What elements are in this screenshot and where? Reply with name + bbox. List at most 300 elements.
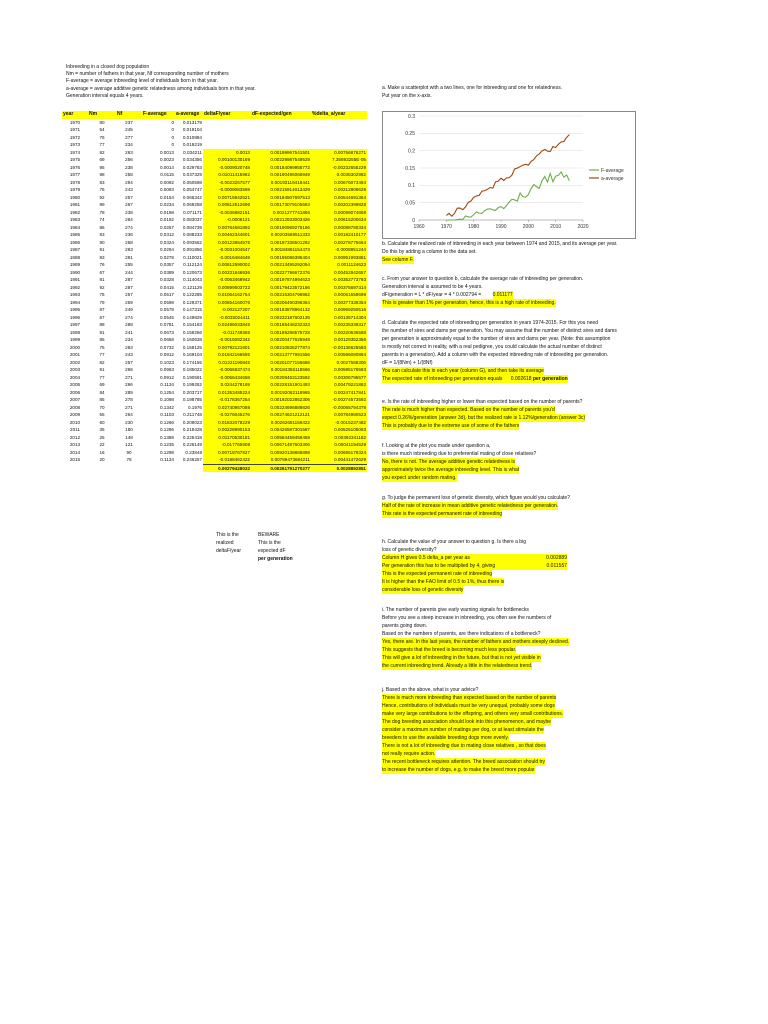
- table-cell[interactable]: 1991: [69, 277, 81, 282]
- table-cell[interactable]: 0.00951993861: [311, 254, 367, 262]
- header-nf[interactable]: Nf: [116, 111, 142, 119]
- table-cell[interactable]: 0.00201077156686: [251, 359, 311, 367]
- table-cell[interactable]: 0.065342: [182, 194, 202, 200]
- table-cell[interactable]: 256: [125, 157, 133, 162]
- table-cell[interactable]: 0.0234: [159, 202, 174, 207]
- table-cell[interactable]: 1985: [69, 232, 81, 237]
- table-cell[interactable]: 238: [125, 209, 133, 215]
- table-cell[interactable]: 54: [99, 127, 105, 132]
- table-cell[interactable]: 1972: [69, 134, 81, 140]
- table-cell[interactable]: 2014: [69, 449, 81, 455]
- table-cell[interactable]: 0.00812512696: [203, 201, 251, 209]
- table-cell[interactable]: 0.00789473684211: [251, 456, 311, 464]
- table-cell[interactable]: 0.01353485224: [203, 389, 251, 397]
- table-cell[interactable]: -0.0031004547: [203, 246, 251, 254]
- table-cell[interactable]: -0.002127207: [203, 306, 251, 314]
- table-cell[interactable]: 35: [99, 427, 105, 432]
- table-cell[interactable]: 0.00441472629: [311, 456, 367, 464]
- table-cell[interactable]: 294: [125, 179, 133, 185]
- table-cell[interactable]: 1990: [69, 269, 81, 275]
- table-cell[interactable]: -0.0036882151: [203, 209, 251, 217]
- table-cell[interactable]: 0.0294: [159, 247, 174, 252]
- table-cell[interactable]: 1984: [69, 224, 81, 230]
- table-cell[interactable]: 0.01170530181: [203, 434, 251, 442]
- table-cell[interactable]: 0.00812590002: [203, 261, 251, 269]
- table-cell[interactable]: 2003: [69, 367, 81, 372]
- table-cell[interactable]: 2006: [69, 389, 81, 395]
- table-cell[interactable]: -0.0008951244: [311, 246, 367, 254]
- table-cell[interactable]: 249: [125, 307, 133, 312]
- header-a-average[interactable]: a-average: [175, 111, 203, 119]
- table-cell[interactable]: 238: [125, 164, 133, 170]
- table-cell[interactable]: 271: [125, 374, 133, 380]
- table-cell[interactable]: 0.00210836277974: [251, 344, 311, 352]
- table-cell[interactable]: 257: [125, 292, 133, 297]
- table-cell[interactable]: 0.00195086395404: [251, 254, 311, 262]
- header-delta-a[interactable]: %delta_a/year: [311, 111, 367, 119]
- table-cell[interactable]: 0.23848: [185, 449, 202, 455]
- table-cell[interactable]: [251, 126, 311, 134]
- table-cell[interactable]: 0.00123864575: [203, 239, 251, 247]
- table-cell[interactable]: [311, 134, 367, 142]
- table-cell[interactable]: 0.00278775664: [311, 239, 367, 247]
- table-cell[interactable]: 281: [125, 254, 133, 260]
- table-cell[interactable]: 0.0545: [159, 314, 174, 320]
- table-cell[interactable]: 0.00212809628: [311, 186, 367, 194]
- table-cell[interactable]: 0.0027588306: [311, 359, 367, 367]
- table-cell[interactable]: 92: [99, 284, 105, 290]
- table-cell[interactable]: 0.00235338317: [311, 321, 367, 329]
- table-cell[interactable]: 287: [125, 284, 133, 290]
- table-cell[interactable]: 0.00041194529: [311, 441, 367, 449]
- table-cell[interactable]: 0.00375697314: [311, 284, 367, 292]
- table-cell[interactable]: 0.120673: [182, 269, 202, 275]
- table-cell[interactable]: 0.083037: [182, 217, 202, 222]
- table-cell[interactable]: -0.0009020748: [203, 164, 251, 172]
- table-cell[interactable]: 274: [125, 314, 133, 320]
- table-cell[interactable]: 0.00202399828: [311, 201, 367, 209]
- table-cell[interactable]: 0.0328: [159, 277, 174, 282]
- table-cell[interactable]: 70: [99, 404, 105, 410]
- table-cell[interactable]: 0.00173079105663: [251, 201, 311, 209]
- table-cell[interactable]: 0.1134: [160, 382, 174, 387]
- table-cell[interactable]: 0.00212933003426: [251, 216, 311, 224]
- table-cell[interactable]: -0.0056434658: [203, 374, 251, 382]
- table-cell[interactable]: 0.149829: [182, 314, 202, 320]
- table-cell[interactable]: 0.00595176593: [311, 366, 367, 374]
- table-cell[interactable]: 16: [99, 449, 105, 455]
- table-cell[interactable]: 88: [99, 322, 105, 327]
- table-cell[interactable]: 0.147315: [182, 307, 202, 312]
- table-cell[interactable]: 0.069258: [182, 202, 202, 207]
- table-cell[interactable]: 0.00920138888889: [251, 449, 311, 457]
- table-cell[interactable]: 85: [99, 337, 105, 342]
- table-cell[interactable]: -0.00352773793: [311, 276, 367, 284]
- table-cell[interactable]: 230: [125, 419, 133, 425]
- table-cell[interactable]: 0.00189298575728: [251, 329, 311, 337]
- table-cell[interactable]: 0.174155: [182, 359, 202, 365]
- table-cell[interactable]: 0.00179423572186: [251, 284, 311, 292]
- table-cell[interactable]: 77: [99, 352, 105, 357]
- table-cell[interactable]: -0.0066837474: [203, 366, 251, 374]
- table-cell[interactable]: 0.01942166595: [203, 351, 251, 359]
- table-cell[interactable]: 0.00228151901493: [251, 381, 311, 389]
- table-cell[interactable]: 87: [99, 307, 105, 312]
- table-cell[interactable]: 2010: [69, 419, 81, 425]
- table-cell[interactable]: 0.0963: [159, 367, 174, 372]
- table-cell[interactable]: 0: [171, 127, 174, 132]
- table-cell[interactable]: 91: [99, 367, 105, 372]
- table-cell[interactable]: -0.0178367254: [203, 396, 251, 404]
- table-cell[interactable]: 0.1266: [159, 419, 174, 425]
- table-cell[interactable]: -0.0016484649: [203, 254, 251, 262]
- table-cell[interactable]: 257: [125, 194, 133, 200]
- table-cell[interactable]: 0.00247417841: [311, 389, 367, 397]
- table-cell[interactable]: 0: [171, 119, 174, 125]
- table-cell[interactable]: -0.0188462422: [203, 456, 251, 464]
- table-cell[interactable]: 1989: [69, 262, 81, 267]
- table-cell[interactable]: 0.0912: [159, 352, 174, 357]
- table-cell[interactable]: 91: [99, 329, 105, 335]
- table-cell[interactable]: -0.00136625593: [311, 344, 367, 352]
- table-cell[interactable]: 244: [125, 269, 133, 275]
- table-cell[interactable]: 1982: [69, 209, 81, 215]
- table-cell[interactable]: 0.00135714304: [311, 314, 367, 322]
- table-cell[interactable]: [251, 134, 311, 142]
- table-cell[interactable]: 0.050598: [182, 179, 202, 185]
- table-cell[interactable]: 0.0013: [203, 149, 251, 157]
- table-cell[interactable]: -0.0015237482: [311, 419, 367, 427]
- table-cell[interactable]: 0.0244278169: [203, 381, 251, 389]
- table-cell[interactable]: 22: [99, 442, 105, 447]
- table-cell[interactable]: 76: [99, 134, 105, 140]
- table-cell[interactable]: 0.0011124623: [311, 261, 367, 269]
- table-cell[interactable]: 0.1098: [159, 397, 174, 402]
- table-cell[interactable]: 0.054747: [182, 187, 202, 192]
- table-cell[interactable]: 234: [125, 142, 133, 147]
- table-cell[interactable]: 0.00392341182: [311, 434, 367, 442]
- table-cell[interactable]: 83: [99, 179, 105, 185]
- table-cell[interactable]: [311, 126, 367, 134]
- table-cell[interactable]: 0.034356: [182, 157, 202, 162]
- table-cell[interactable]: 0: [171, 142, 174, 147]
- table-cell[interactable]: 0.0312: [159, 232, 174, 237]
- table-cell[interactable]: 83: [99, 254, 105, 260]
- table-cell[interactable]: 90: [99, 239, 105, 245]
- table-cell[interactable]: 0.00182410177: [311, 231, 367, 239]
- table-cell[interactable]: -0.0276045276: [203, 411, 251, 419]
- table-cell[interactable]: [311, 119, 367, 127]
- table-cell[interactable]: 1981: [69, 202, 81, 207]
- table-cell[interactable]: 76: [99, 187, 105, 192]
- table-cell[interactable]: 2015: [69, 457, 81, 463]
- table-cell[interactable]: -0.0023267577: [203, 179, 251, 187]
- table-cell[interactable]: 1999: [69, 337, 81, 342]
- table-cell[interactable]: 0.091856: [182, 247, 202, 252]
- table-cell[interactable]: 0.01064162754: [203, 291, 251, 299]
- table-cell[interactable]: -0.0009083569: [203, 186, 251, 194]
- table-cell[interactable]: 2004: [69, 374, 81, 380]
- table-cell[interactable]: 0.0598: [159, 299, 174, 305]
- table-cell[interactable]: 0.00756876271: [311, 149, 367, 157]
- table-cell[interactable]: 0.0658: [159, 337, 174, 342]
- table-cell[interactable]: 0.00596080894: [311, 351, 367, 359]
- header-df-expected[interactable]: dF-expected/gen: [251, 111, 311, 119]
- table-cell[interactable]: 267: [125, 202, 133, 207]
- table-cell[interactable]: 278: [125, 397, 133, 402]
- table-cell[interactable]: 0.218428: [182, 427, 202, 432]
- table-cell[interactable]: 0.1976: [187, 404, 202, 410]
- table-cell[interactable]: 0.00224696889826: [251, 404, 311, 412]
- table-cell[interactable]: 0.00184891154473: [251, 246, 311, 254]
- table-cell[interactable]: 1974: [69, 149, 81, 155]
- table-cell[interactable]: 0.00306795577: [311, 374, 367, 382]
- table-cell[interactable]: 234: [125, 337, 133, 342]
- table-cell[interactable]: 7.35693255E-05: [311, 156, 367, 164]
- table-cell[interactable]: [251, 119, 311, 127]
- table-cell[interactable]: 0.00184355118566: [251, 366, 311, 374]
- table-cell[interactable]: 75: [99, 292, 105, 297]
- table-cell[interactable]: 0.034211: [183, 149, 202, 155]
- table-cell[interactable]: 1986: [69, 239, 81, 245]
- table-cell[interactable]: 1976: [69, 164, 81, 170]
- table-cell[interactable]: 67: [99, 314, 105, 320]
- table-cell[interactable]: 69: [99, 157, 105, 162]
- table-cell[interactable]: 2002: [69, 359, 81, 365]
- table-cell[interactable]: 0.00220636588: [311, 329, 367, 337]
- table-cell[interactable]: 74: [99, 217, 105, 222]
- table-cell[interactable]: -0.00065794378: [311, 404, 367, 412]
- table-cell[interactable]: 0.1103: [160, 412, 174, 417]
- table-cell[interactable]: 0.00213495292054: [251, 261, 311, 269]
- table-cell[interactable]: 0.010884: [182, 134, 202, 140]
- table-cell[interactable]: 1996: [69, 314, 81, 320]
- table-cell[interactable]: 0.00262681159422: [251, 419, 311, 427]
- table-cell[interactable]: 0.0389: [159, 269, 174, 275]
- table-cell[interactable]: 76: [126, 457, 132, 463]
- table-cell[interactable]: 0.00792121601: [203, 344, 251, 352]
- table-cell[interactable]: 77: [99, 374, 105, 380]
- table-cell[interactable]: 266: [125, 367, 133, 372]
- table-cell[interactable]: 245: [125, 127, 133, 132]
- table-cell[interactable]: 148: [125, 434, 133, 440]
- table-cell[interactable]: 0.0732: [159, 344, 174, 350]
- table-cell[interactable]: 0.019104: [182, 127, 202, 132]
- table-cell[interactable]: 0.0267: [159, 224, 174, 230]
- table-cell[interactable]: 274: [125, 224, 133, 230]
- table-cell[interactable]: 75: [99, 344, 105, 350]
- table-cell[interactable]: 0.203717: [182, 389, 202, 395]
- table-cell[interactable]: 1993: [69, 292, 81, 297]
- table-cell[interactable]: 0.160638: [182, 337, 202, 342]
- table-cell[interactable]: 0.00959250516: [311, 306, 367, 314]
- table-cell[interactable]: 243: [125, 352, 133, 357]
- table-cell[interactable]: 82: [99, 149, 105, 155]
- table-cell[interactable]: 81: [99, 277, 105, 282]
- table-cell[interactable]: 1978: [69, 179, 81, 185]
- table-cell[interactable]: 257: [125, 359, 133, 365]
- table-cell[interactable]: 277: [125, 134, 133, 140]
- table-cell[interactable]: 0.122285: [182, 292, 202, 297]
- table-cell[interactable]: 88: [99, 172, 105, 177]
- table-cell[interactable]: 0.00718767827: [203, 449, 251, 457]
- table-cell[interactable]: 0.0192: [159, 217, 174, 222]
- table-cell[interactable]: 0.0014: [159, 164, 174, 170]
- table-cell[interactable]: 0.01221190845: [203, 359, 251, 367]
- table-cell[interactable]: 0.00203568511333: [251, 231, 311, 239]
- table-cell[interactable]: 0.00544691364: [311, 194, 367, 202]
- table-cell[interactable]: 67: [99, 269, 105, 275]
- table-cell[interactable]: 0.02496033845: [203, 321, 251, 329]
- table-cell[interactable]: 0.00229987549529: [251, 156, 311, 164]
- table-cell[interactable]: 0.00715942521: [203, 194, 251, 202]
- table-cell[interactable]: 84: [99, 389, 105, 395]
- table-cell[interactable]: 287: [125, 277, 133, 282]
- table-cell[interactable]: 86: [99, 224, 105, 230]
- table-cell[interactable]: 0.209023: [182, 419, 202, 425]
- table-cell[interactable]: -0.0063468942: [203, 276, 251, 284]
- table-cell[interactable]: 263: [125, 247, 133, 252]
- table-cell[interactable]: 0.00671487603306: [251, 441, 311, 449]
- table-cell[interactable]: 55: [99, 412, 105, 417]
- table-cell[interactable]: 0.225418: [182, 434, 202, 440]
- table-cell[interactable]: 0.0198: [159, 209, 174, 215]
- table-cell[interactable]: 1970: [69, 119, 81, 125]
- table-cell[interactable]: 0.00479221882: [311, 381, 367, 389]
- table-cell[interactable]: 0.00185448232323: [251, 321, 311, 329]
- table-cell[interactable]: 236: [125, 232, 133, 237]
- table-cell[interactable]: 0.093562: [182, 239, 202, 245]
- table-cell[interactable]: 95: [99, 164, 105, 170]
- table-cell[interactable]: 0.071171: [183, 209, 202, 215]
- table-cell[interactable]: 99: [99, 202, 105, 207]
- table-cell[interactable]: 0.0781: [159, 322, 174, 327]
- table-cell[interactable]: 0.129371: [182, 299, 202, 305]
- table-cell[interactable]: 0.0278: [159, 254, 174, 260]
- table-cell[interactable]: 91: [99, 247, 105, 252]
- table-cell[interactable]: 0.00197874994623: [251, 276, 311, 284]
- table-cell[interactable]: 0.00088780334: [311, 224, 367, 232]
- table-cell[interactable]: 0.029783: [182, 164, 202, 170]
- table-cell[interactable]: 0.00764681892: [203, 224, 251, 232]
- table-cell[interactable]: 0.00208463123592: [251, 374, 311, 382]
- table-cell[interactable]: 1977: [69, 172, 81, 177]
- table-cell[interactable]: 80: [99, 119, 105, 125]
- table-cell[interactable]: 0.1342: [159, 404, 174, 410]
- table-cell[interactable]: 180: [125, 427, 133, 432]
- table-cell[interactable]: 0.00206490396364: [251, 299, 311, 307]
- table-cell[interactable]: 0.084739: [182, 224, 202, 230]
- table-cell[interactable]: 0.158256: [182, 329, 202, 335]
- table-cell[interactable]: 0.00184099955772: [251, 164, 311, 172]
- table-cell[interactable]: 85: [99, 397, 105, 402]
- table-cell[interactable]: 0.00676073494: [311, 179, 367, 187]
- table-cell[interactable]: 0.0083: [159, 187, 174, 192]
- table-cell[interactable]: 0.0673: [159, 329, 174, 335]
- table-cell[interactable]: 0.0038302982: [311, 171, 367, 179]
- table-cell[interactable]: [203, 134, 251, 142]
- table-cell[interactable]: 0: [171, 134, 174, 140]
- header-deltaf-year[interactable]: deltaF/year: [203, 111, 251, 119]
- table-cell[interactable]: -0.00232655229: [311, 164, 367, 172]
- table-cell[interactable]: 1994: [69, 299, 81, 305]
- table-cell[interactable]: 0.0021277741866: [251, 209, 311, 217]
- table-cell[interactable]: 266: [125, 382, 133, 387]
- table-cell[interactable]: 1997: [69, 322, 81, 327]
- table-cell[interactable]: 0.0357: [159, 262, 174, 267]
- table-cell[interactable]: 289: [125, 389, 133, 395]
- table-cell[interactable]: 0.00232187602135: [251, 314, 311, 322]
- table-cell[interactable]: 0.0415: [159, 284, 174, 290]
- table-cell[interactable]: 69: [99, 382, 105, 387]
- table-cell[interactable]: 2013: [69, 442, 81, 447]
- table-cell[interactable]: 0.1388: [159, 434, 174, 440]
- table-cell[interactable]: 264: [125, 412, 133, 417]
- table-cell[interactable]: 2008: [69, 404, 81, 410]
- table-cell[interactable]: 0.00100130169: [203, 156, 251, 164]
- table-cell[interactable]: 0.00199967541501: [251, 149, 311, 157]
- table-cell[interactable]: 0.1298: [159, 449, 174, 455]
- table-cell[interactable]: 1973: [69, 142, 81, 147]
- table-cell[interactable]: -0.0006121: [203, 216, 251, 224]
- table-cell[interactable]: 78: [99, 209, 105, 215]
- table-cell[interactable]: 2001: [69, 352, 81, 357]
- table-cell[interactable]: 259: [125, 299, 133, 305]
- table-cell[interactable]: 20: [99, 457, 105, 463]
- table-cell[interactable]: 271: [125, 404, 133, 410]
- table-cell[interactable]: 2007: [69, 397, 81, 402]
- table-cell[interactable]: -0.017765908: [203, 441, 251, 449]
- table-cell[interactable]: 0.112124: [183, 262, 202, 267]
- table-cell[interactable]: 0.110021: [183, 254, 202, 260]
- table-cell[interactable]: 0.1235: [159, 442, 174, 447]
- table-cell[interactable]: [203, 119, 251, 127]
- table-cell[interactable]: 0.00184507697513: [251, 194, 311, 202]
- table-cell[interactable]: 2011: [70, 427, 80, 432]
- table-cell[interactable]: 77: [99, 142, 105, 147]
- table-cell[interactable]: 0.00331846936: [203, 269, 251, 277]
- table-cell[interactable]: 2000: [69, 344, 81, 350]
- table-cell[interactable]: 1980: [69, 194, 81, 200]
- table-cell[interactable]: 0.211748: [183, 412, 202, 417]
- table-cell[interactable]: -0.0016082342: [203, 336, 251, 344]
- summary-cell[interactable]: 0.0028892851: [311, 464, 367, 472]
- table-cell[interactable]: 0.013179: [182, 119, 202, 125]
- table-cell[interactable]: 0.0324: [159, 239, 174, 245]
- table-cell[interactable]: 0.154183: [182, 322, 202, 327]
- table-cell[interactable]: 60: [99, 419, 105, 425]
- table-cell[interactable]: 0.226149: [182, 442, 202, 447]
- table-cell[interactable]: 2012: [69, 434, 81, 440]
- table-cell[interactable]: 0.00899503722: [203, 284, 251, 292]
- table-cell[interactable]: 0.0517: [159, 292, 174, 297]
- table-cell[interactable]: 0.00192022852306: [251, 396, 311, 404]
- table-cell[interactable]: 76: [99, 262, 105, 267]
- table-cell[interactable]: 0.1134: [160, 457, 174, 463]
- table-cell[interactable]: 1992: [69, 284, 81, 290]
- table-cell[interactable]: 0.00192062118965: [251, 389, 311, 397]
- table-cell[interactable]: 0.1254: [159, 389, 174, 395]
- table-cell[interactable]: 0.037329: [182, 172, 202, 177]
- table-cell[interactable]: 25: [99, 434, 105, 440]
- table-cell[interactable]: 1988: [69, 254, 81, 260]
- table-cell[interactable]: 0.199262: [182, 382, 202, 387]
- header-year[interactable]: year: [62, 111, 88, 119]
- table-cell[interactable]: [251, 141, 311, 149]
- table-cell[interactable]: 288: [125, 322, 133, 327]
- table-cell[interactable]: 0.0578: [159, 307, 174, 312]
- table-cell[interactable]: [203, 141, 251, 149]
